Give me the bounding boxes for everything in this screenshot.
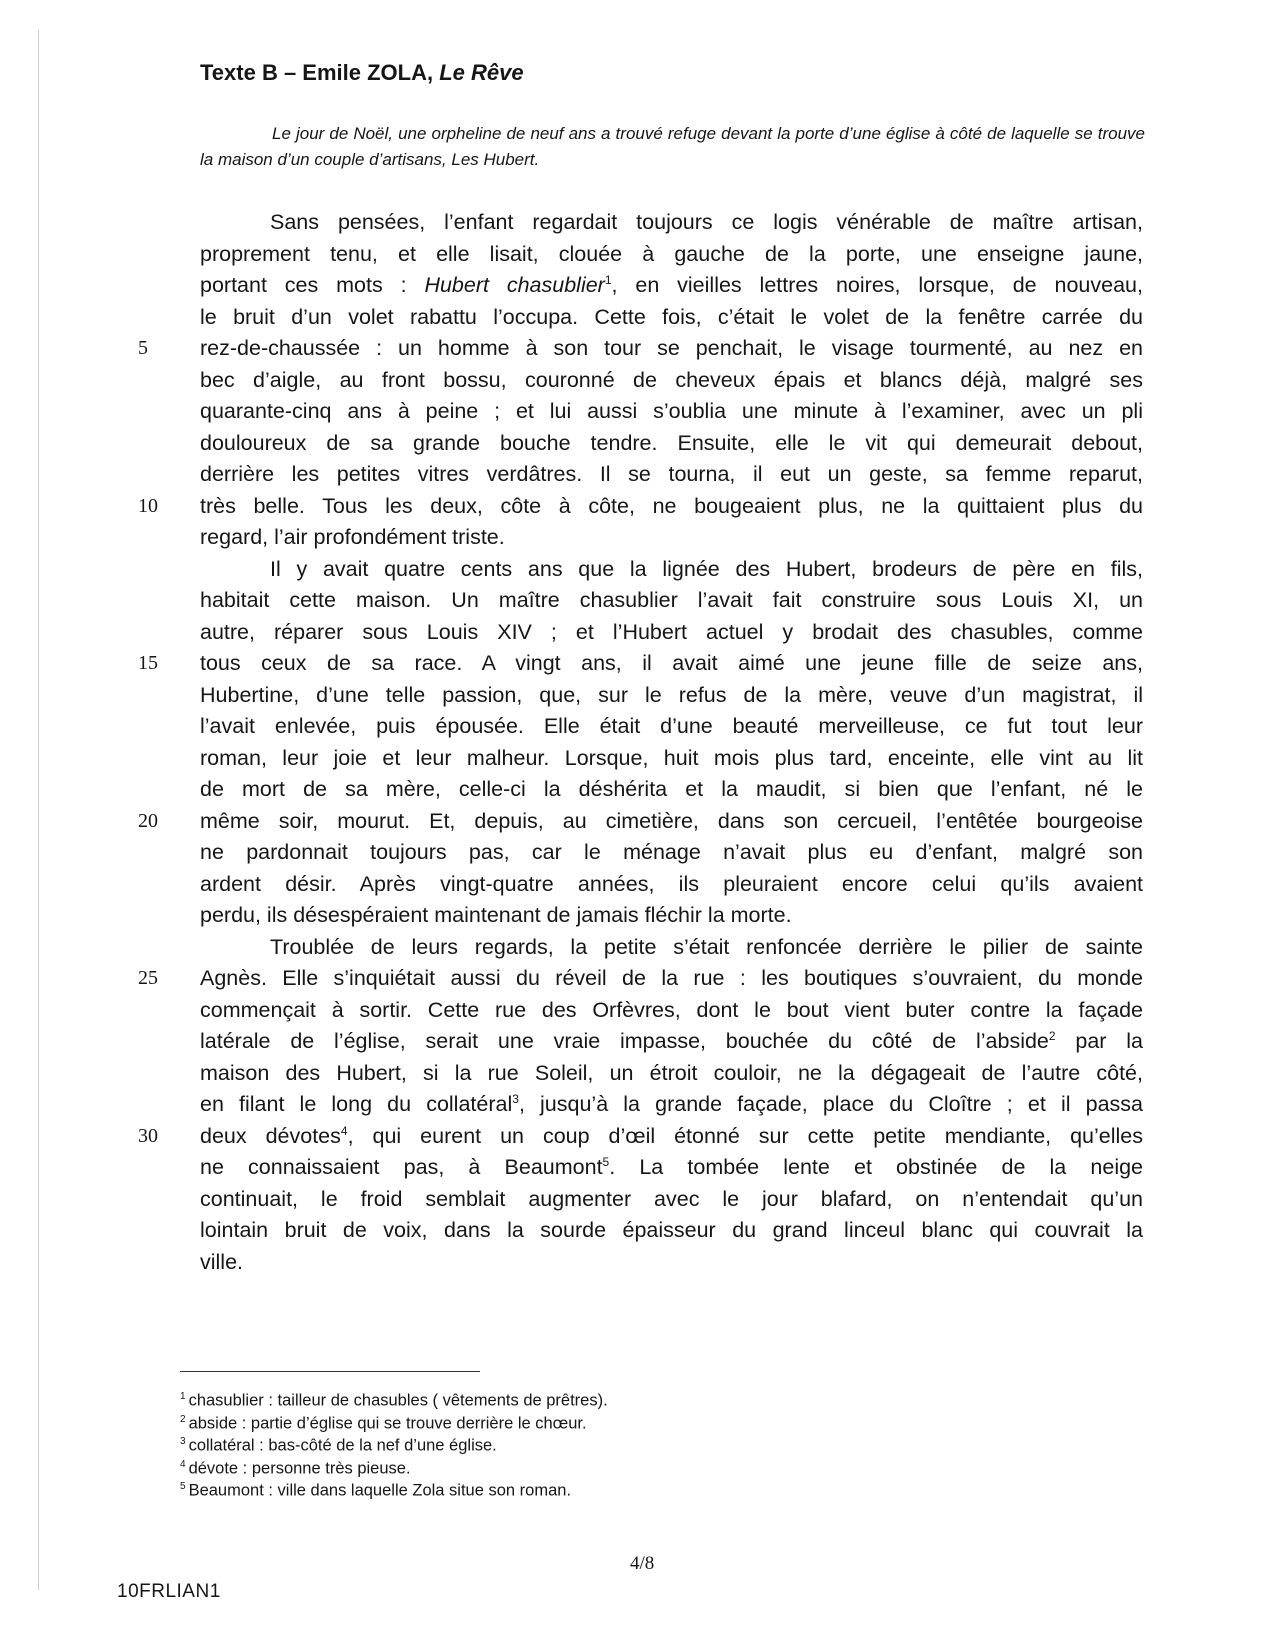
line-number: 30 — [138, 1124, 158, 1147]
line-segment: latérale de l’église, serait une vraie impasse, bouchée du côté de l’abside — [200, 1029, 1049, 1053]
footnote-rule — [180, 1371, 480, 1372]
footnote-ref: 1 — [604, 272, 612, 287]
footnote-number: 2 — [180, 1413, 186, 1425]
footnote-ref: 4 — [340, 1123, 348, 1138]
title-prefix: Texte B – Emile ZOLA, — [200, 60, 440, 85]
passage-line: roman, leur joie et leur malheur. Lorsque, huit mois plus tard, enceinte, elle vint au lit — [200, 745, 1143, 770]
footnote-text: dévote : personne très pieuse. — [188, 1459, 411, 1477]
passage-line: rez-de-chaussée : un homme à son tour se penchait, le visage tourmenté, au nez en — [200, 336, 1143, 360]
line-segment: par la — [1055, 1029, 1143, 1053]
footnote-ref: 5 — [602, 1154, 610, 1169]
footnote-number: 3 — [180, 1436, 186, 1447]
document-code: 10FRLIAN1 — [117, 1581, 221, 1602]
footnote-ref: 3 — [512, 1091, 519, 1106]
intro-paragraph: Le jour de Noël, une orpheline de neuf ans a trouvé refuge devant la porte d’une église à côté de laquelle se trouve la maison d’un couple d’artisans, Les Hubert. — [200, 124, 1145, 169]
passage-line: ville. — [200, 1249, 244, 1274]
passage-line: continuait, le froid semblait augmenter avec le jour blafard, on n’entendait qu’un — [200, 1186, 1143, 1211]
passage-line: le bruit d’un volet rabattu l’occupa. Cette fois, c’était le volet de la fenêtre carrée du — [200, 304, 1143, 329]
footnote-text: chasublier : tailleur de chasubles ( vêtements de prêtres). — [188, 1391, 608, 1410]
line-segment: , en vieilles lettres noires, lorsque, de nouveau, — [611, 273, 1143, 297]
line-segment: portant ces mots : — [200, 273, 425, 297]
passage-line: quarante-cinq ans à peine ; et lui aussi s’oublia une minute à l’examiner, avec un pli — [200, 399, 1143, 423]
title-work: Le Rêve — [439, 60, 524, 85]
passage-line: douloureux de sa grande bouche tendre. Ensuite, elle le vit qui demeurait debout, — [200, 430, 1143, 455]
passage-line: Hubertine, d’une telle passion, que, sur le refus de la mère, veuve d’un magistrat, il — [200, 682, 1143, 707]
passage-line — [200, 1088, 1143, 1121]
line-segment: deux dévotes — [200, 1123, 341, 1148]
line-number: 5 — [138, 337, 148, 359]
footnote-ref: 2 — [1048, 1028, 1056, 1043]
footnote-number: 5 — [180, 1481, 186, 1492]
line-segment: . La tombée lente et obstinée de la neige — [609, 1155, 1144, 1179]
passage-line: tous ceux de sa race. A vingt ans, il avait aimé une jeune fille de seize ans, — [200, 651, 1143, 675]
passage-line: Agnès. Elle s’inquiétait aussi du réveil de la rue : les boutiques s’ouvraient, du monde — [200, 966, 1143, 990]
passage-line — [200, 269, 1143, 302]
passage-line: derrière les petites vitres verdâtres. Il se tourna, il eut un geste, sa femme reparut, — [200, 462, 1143, 486]
passage-line: proprement tenu, et elle lisait, clouée à gauche de la porte, une enseigne jaune, — [200, 241, 1143, 266]
passage-line: ardent désir. Après vingt-quatre années, ils pleuraient encore celui qu’ils avaient — [200, 871, 1143, 896]
line-number: 20 — [138, 809, 158, 832]
passage-line: regard, l’air profondément triste. — [200, 525, 505, 549]
passage-line: même soir, mourut. Et, depuis, au cimetière, dans son cercueil, l’entêtée bourgeoise — [200, 808, 1143, 833]
line-segment: ne connaissaient pas, à Beaumont — [200, 1155, 603, 1179]
passage-line: l’avait enlevée, puis épousée. Elle était d’une beauté merveilleuse, ce fut tout leur — [200, 714, 1143, 738]
passage-line: bec d’aigle, au front bossu, couronné de cheveux épais et blancs déjà, malgré ses — [200, 367, 1143, 392]
passage-line: de mort de sa mère, celle-ci la déshérita et la maudit, si bien que l’enfant, né le — [200, 777, 1143, 801]
line-segment: , qui eurent un coup d’œil étonné sur cette petite mendiante, qu’elles — [347, 1123, 1143, 1148]
line-number: 10 — [138, 494, 158, 517]
passage-line: autre, réparer sous Louis XIV ; et l’Hubert actuel y brodait des chasubles, comme — [200, 619, 1143, 644]
passage-line — [200, 1120, 1143, 1153]
passage-line: habitait cette maison. Un maître chasublier l’avait fait construire sous Louis XI, un — [200, 588, 1143, 612]
passage-line: Sans pensées, l’enfant regardait toujours ce logis vénérable de maître artisan, — [270, 210, 1143, 234]
passage-line: perdu, ils désespéraient maintenant de jamais fléchir la morte. — [200, 903, 792, 927]
passage-line: lointain bruit de voix, dans la sourde épaisseur du grand linceul blanc qui couvrait la — [200, 1218, 1143, 1242]
italic-term: Hubert chasublier — [424, 273, 605, 297]
passage-line — [200, 1151, 1143, 1184]
line-number: 25 — [138, 967, 158, 989]
line-number: 15 — [138, 652, 158, 674]
line-segment: , jusqu’à la grande façade, place du Cloître ; et il passa — [518, 1092, 1143, 1116]
footnote-text: abside : partie d’église qui se trouve derrière le chœur. — [188, 1414, 587, 1432]
passage-line: commençait à sortir. Cette rue des Orfèvres, dont le bout vient buter contre la façade — [200, 997, 1143, 1022]
footnote-text: collatéral : bas-côté de la nef d’une église. — [188, 1436, 497, 1455]
passage-line: Il y avait quatre cents ans que la lignée des Hubert, brodeurs de père en fils, — [270, 556, 1143, 581]
footnote-text: Beaumont : ville dans laquelle Zola situe son roman. — [188, 1481, 572, 1500]
footnote-number: 1 — [180, 1391, 186, 1402]
footnote — [180, 1475, 571, 1503]
line-segment: en filant le long du collatéral — [200, 1092, 513, 1116]
page-number: 4/8 — [630, 1553, 655, 1574]
passage-line — [200, 1025, 1143, 1058]
footnote-number: 4 — [180, 1458, 186, 1470]
scan-edge-line — [38, 30, 39, 1590]
passage-line: très belle. Tous les deux, côte à côte, ne bougeaient plus, ne la quittaient plus du — [200, 493, 1143, 518]
passage-line: Troublée de leurs regards, la petite s’était renfoncée derrière le pilier de sainte — [270, 934, 1143, 959]
passage-line: maison des Hubert, si la rue Soleil, un étroit couloir, ne la dégageait de l’autre côté, — [200, 1060, 1143, 1085]
text-title — [200, 60, 524, 86]
passage-line: ne pardonnait toujours pas, car le ménage n’avait plus eu d’enfant, malgré son — [200, 840, 1143, 864]
